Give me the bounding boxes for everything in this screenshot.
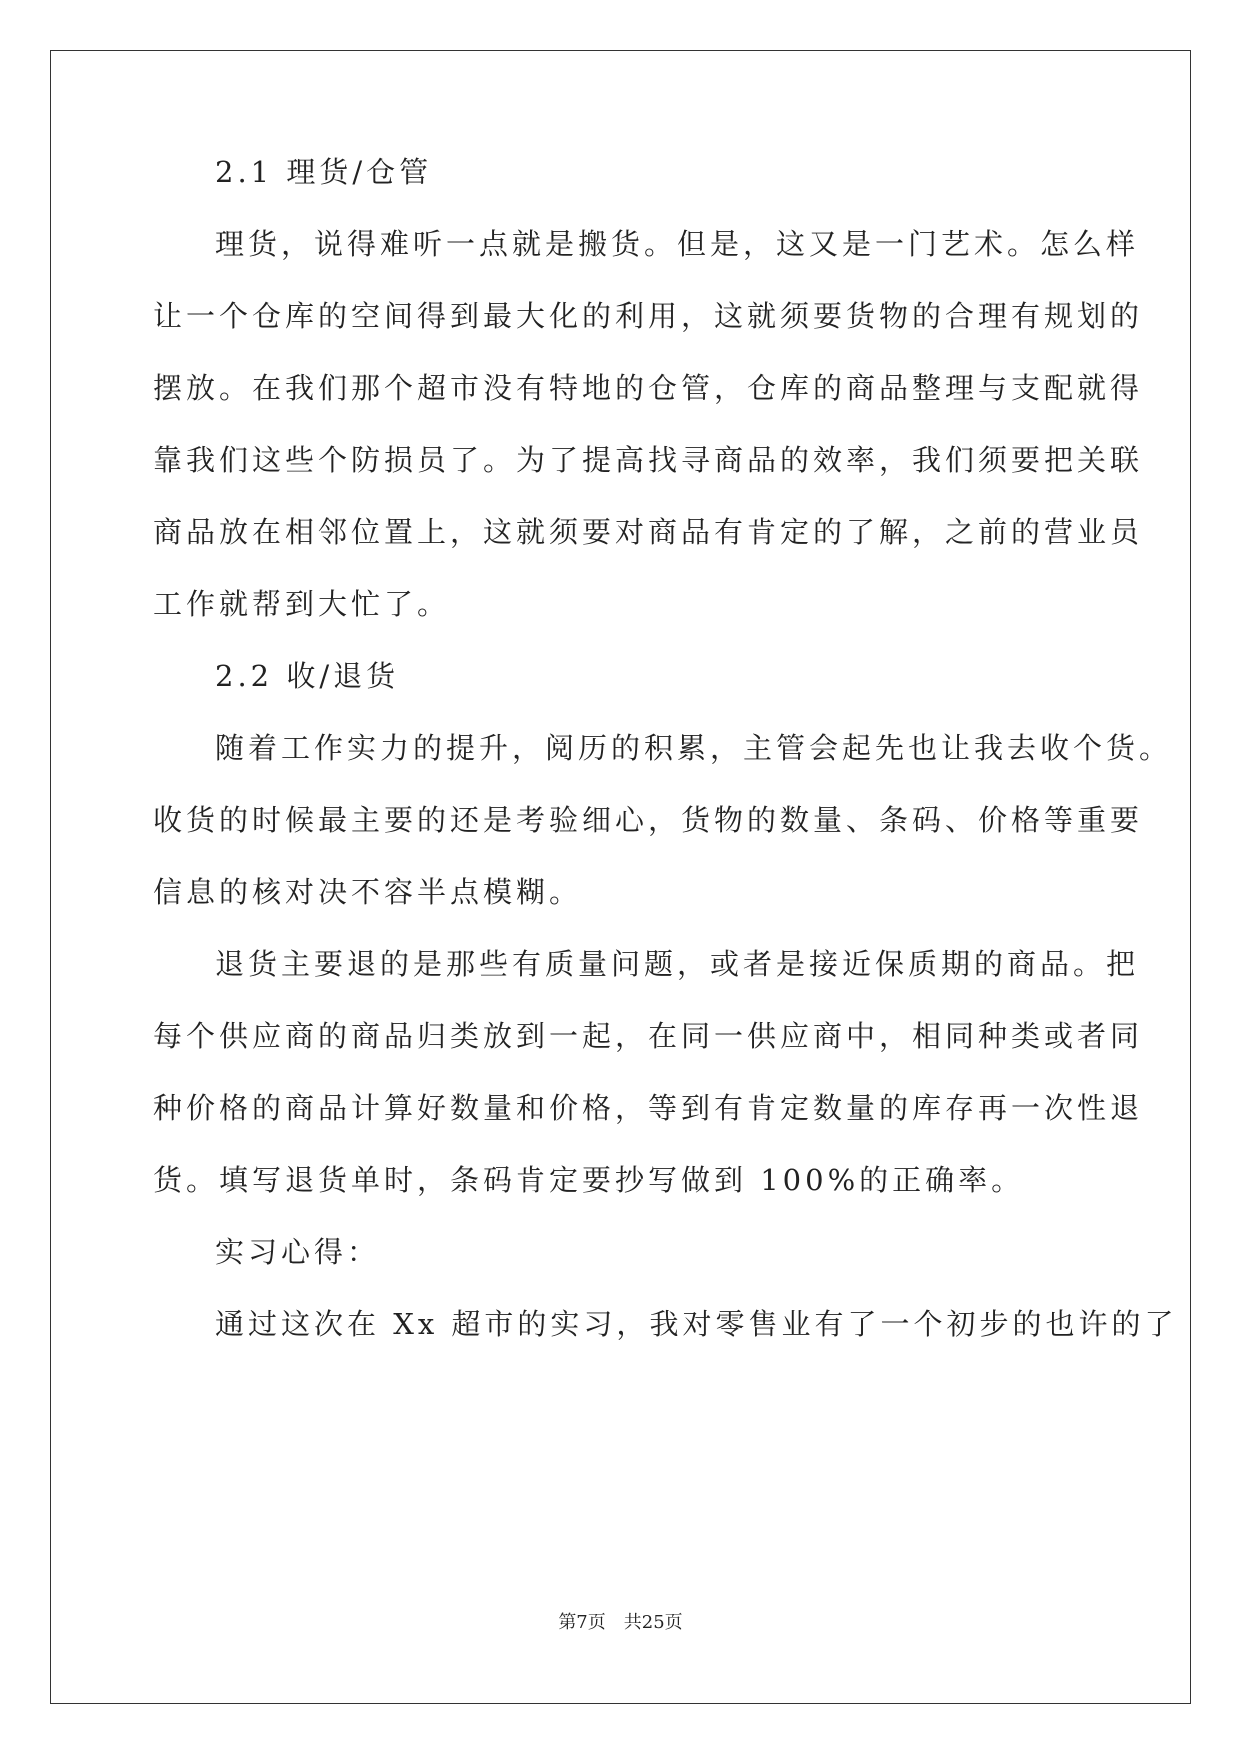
paragraph-line: 商品放在相邻位置上，这就须要对商品有肯定的了解，之前的营业员 [153,515,1144,549]
page-number-current: 第7页 [558,1612,606,1633]
paragraph-line: 收货的时候最主要的还是考验细心，货物的数量、条码、价格等重要 [153,803,1144,837]
paragraph-line: 让一个仓库的空间得到最大化的利用，这就须要货物的合理有规划的 [153,299,1144,333]
paragraph-line: 靠我们这些个防损员了。为了提高找寻商品的效率，我们须要把关联 [153,443,1144,477]
paragraph-line: 工作就帮到大忙了。 [153,587,451,621]
paragraph-line: 理货，说得难听一点就是搬货。但是，这又是一门艺术。怎么样 [215,227,1140,261]
paragraph-line: 摆放。在我们那个超市没有特地的仓管，仓库的商品整理与支配就得 [153,371,1144,405]
paragraph-line: 每个供应商的商品归类放到一起，在同一供应商中，相同种类或者同 [153,1019,1144,1053]
page-number-total: 共25页 [623,1612,683,1633]
page-footer [0,1612,1241,1634]
section-heading-2-1: 2.1 理货/仓管 [215,155,433,189]
paragraph-line: 退货主要退的是那些有质量问题，或者是接近保质期的商品。把 [215,947,1140,981]
paragraph-line: 货。填写退货单时，条码肯定要抄写做到 100%的正确率。 [153,1163,1025,1197]
paragraph-line: 信息的核对决不容半点模糊。 [153,875,583,909]
section-heading-2-2: 2.2 收/退货 [215,659,400,693]
paragraph-line: 随着工作实力的提升，阅历的积累，主管会起先也让我去收个货。 [215,731,1173,765]
paragraph-line: 通过这次在 Xx 超市的实习，我对零售业有了一个初步的也许的了 [215,1307,1178,1341]
paragraph-line: 种价格的商品计算好数量和价格，等到有肯定数量的库存再一次性退 [153,1091,1144,1125]
section-heading-internship: 实习心得： [215,1235,381,1269]
